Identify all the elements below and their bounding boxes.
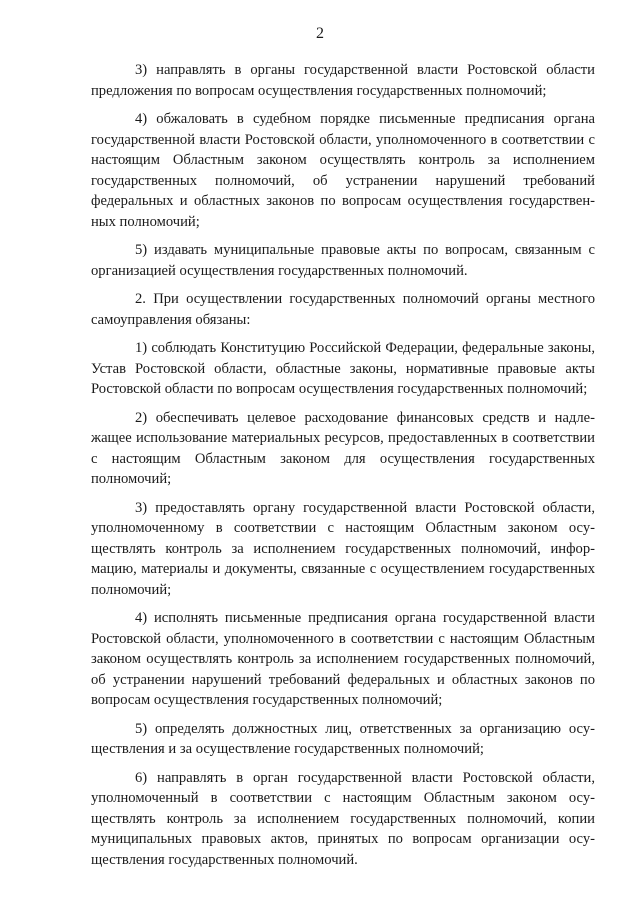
paragraph-item-1-comply-law: 1) соблюдать Конституцию Российской Федерации, федеральные законы, Устав Ростовской области, областные законы, нормативные правовые акты Ростовской области по вопросам осуществления государственных полномочий;: [91, 340, 595, 397]
paragraph-item-3-provide-information: 3) предоставлять органу государственной власти Ростовской области, уполномоченному в соответствии с настоящим Областным законом осуществлять контроль за исполнением государственных полномочий, информацию, материалы и документы, связанные с осуществлением государственных полномочий;: [91, 499, 595, 598]
paragraph-item-6-send-copies: 6) направлять в орган государственной власти Ростовской области, уполномоченный в соответствии с настоящим Областным законом осуществлять контроль за исполнением государственных полномочий, копии муниципальных правовых актов, принятых по вопросам организации осуществления государственных полномочий.: [91, 769, 595, 868]
page-number: 2: [316, 25, 324, 42]
paragraph-item-5-appoint-officials: 5) определять должностных лиц, ответственных за организацию осуществления и за осуществление государственных полномочий;: [91, 720, 595, 757]
document-body: [91, 60, 595, 870]
paragraph-item-4-execute-orders: 4) исполнять письменные предписания органа государственной власти Ростовской области, уполномоченного в соответствии с настоящим Областным законом осуществлять контроль за исполнением государственных полномочий, об устранении нарушений требований федеральных и областных законов по вопросам осуществления государственных полномочий;: [91, 610, 595, 708]
paragraph-section-2-obligations: 2. При осуществлении государственных полномочий органы местного самоуправления обязаны:: [91, 291, 595, 328]
paragraph-item-2-target-spending: 2) обеспечивать целевое расходование финансовых средств и надлежащее использование материальных ресурсов, предоставленных в соответствии с настоящим Областным законом для осуществления государственных полномочий;: [91, 409, 595, 487]
paragraph-item-3-send-proposals: 3) направлять в органы государственной власти Ростовской области предложения по вопросам осуществления государственных полномочий;: [91, 62, 595, 99]
paragraph-item-5-issue-acts: 5) издавать муниципальные правовые акты по вопросам, связанным с организацией осуществления государственных полномочий.: [91, 242, 595, 279]
paragraph-item-4-appeal-orders: 4) обжаловать в судебном порядке письменные предписания органа государственной власти Ростовской области, уполномоченного в соответствии с настоящим Областным законом осуществлять контроль за исполнением государственных полномочий, об устранении нарушений требований федеральных и областных законов по вопросам осуществления государственных полномочий;: [91, 111, 595, 230]
